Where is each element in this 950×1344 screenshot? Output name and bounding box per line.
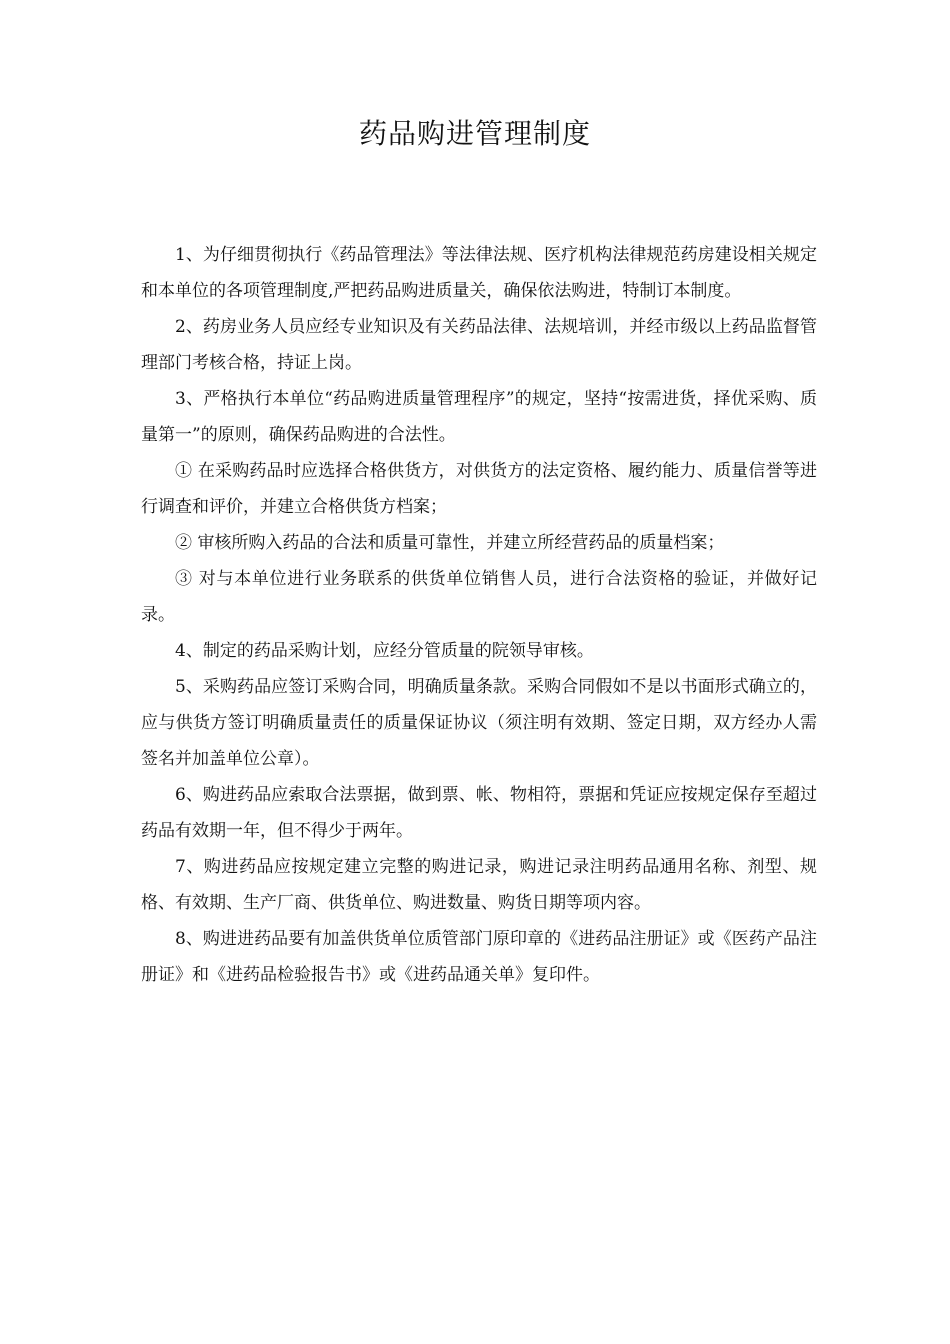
paragraph-1: 1、为仔细贯彻执行《药品管理法》等法律法规、医疗机构法律规范药房建设相关规定和本单位的各项管理制度,严把药品购进质量关，确保依法购进，特制订本制度。 [141, 245, 817, 301]
paragraph-4: 4、制定的药品采购计划，应经分管质量的院领导审核。 [175, 641, 594, 661]
document-body [141, 237, 817, 993]
paragraph-3: 3、严格执行本单位“药品购进质量管理程序”的规定，坚持“按需进货，择优采购、质量第一”的原则，确保药品购进的合法性。 [141, 389, 817, 445]
paragraph-7: 7、购进药品应按规定建立完整的购进记录，购进记录注明药品通用名称、剂型、规格、有效期、生产厂商、供货单位、购进数量、购货日期等项内容。 [141, 857, 817, 913]
paragraph-3-item-1: ① 在采购药品时应选择合格供货方，对供货方的法定资格、履约能力、质量信誉等进行调查和评价，并建立合格供货方档案； [141, 461, 817, 517]
paragraph-2: 2、药房业务人员应经专业知识及有关药品法律、法规培训，并经市级以上药品监督管理部门考核合格，持证上岗。 [141, 317, 817, 373]
document-title: 药品购进管理制度 [358, 117, 591, 150]
paragraph-8: 8、购进进药品要有加盖供货单位质管部门原印章的《进药品注册证》或《医药产品注册证》和《进药品检验报告书》或《进药品通关单》复印件。 [141, 929, 817, 985]
paragraph-6: 6、购进药品应索取合法票据，做到票、帐、物相符，票据和凭证应按规定保存至超过药品有效期一年，但不得少于两年。 [141, 785, 817, 841]
paragraph-3-item-3: ③ 对与本单位进行业务联系的供货单位销售人员，进行合法资格的验证，并做好记录。 [141, 569, 817, 625]
paragraph-5: 5、采购药品应签订采购合同，明确质量条款。采购合同假如不是以书面形式确立的，应与供货方签订明确质量责任的质量保证协议（须注明有效期、签定日期，双方经办人需签名并加盖单位公章）。 [141, 677, 817, 769]
paragraph-3-item-2: ② 审核所购入药品的合法和质量可靠性，并建立所经营药品的质量档案； [175, 533, 725, 553]
